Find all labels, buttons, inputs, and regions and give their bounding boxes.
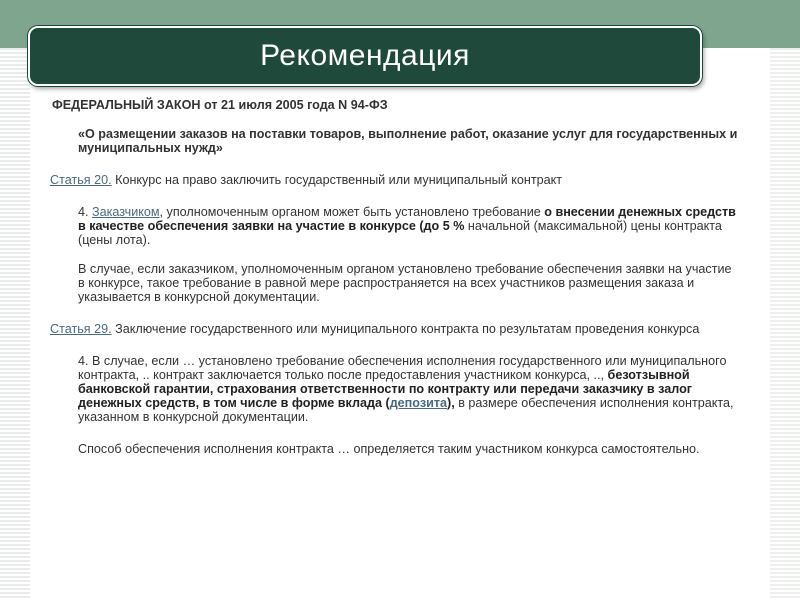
article-20-paragraph-2: В случае, если заказчиком, уполномоченным органом установлено требование обеспечения заявки на участие в конкурсе, такое требование в равной мере распространяется на всех участников размещения заказа и указывается в конкурсной документации.: [78, 262, 732, 304]
article-29-title: Заключение государственного или муниципального контракта по результатам проведения конкурса: [111, 322, 700, 336]
article-29-paragraph-1: 4. В случае, если … установлено требование обеспечения исполнения государственного или муниципального контракта, .. контракт заключается только после предоставления участником конкурса, .., безотзывной банковской гарантии, страхования ответственности по контракту или передачи заказчику в залог денежных средств, в том числе в форме вклада (депозита), в размере обеспечения исполнения контракта, указанном в конкурсной документации.: [78, 354, 734, 424]
customer-link[interactable]: Заказчиком: [92, 205, 160, 219]
article-20-link[interactable]: Статья 20.: [50, 173, 112, 187]
slide-title: Рекомендация: [260, 39, 470, 72]
law-title: ФЕДЕРАЛЬНЫЙ ЗАКОН от 21 июля 2005 года N 94-ФЗ: [52, 98, 388, 112]
law-name: «О размещении заказов на поставки товаров, выполнение работ, оказание услуг для государственных и муниципальных нужд»: [78, 127, 738, 155]
article-20-title: Конкурс на право заключить государственный или муниципальный контракт: [111, 173, 563, 187]
right-stripe-decoration: [770, 48, 800, 600]
article-29-paragraph-2: Способ обеспечения исполнения контракта … определяется таким участником конкурса самостоятельно.: [78, 442, 700, 456]
deposit-link[interactable]: депозита: [389, 396, 447, 410]
title-banner: [28, 26, 702, 86]
article-29-heading: [50, 322, 740, 336]
slide-body: [50, 98, 740, 456]
left-stripe-decoration: [0, 48, 30, 600]
article-20-paragraph-1: 4. Заказчиком, уполномоченным органом может быть установлено требование о внесении денежных средств в качестве обеспечения заявки на участие в конкурсе (до 5 % начальной (максимальной) цены контракта (цены лота).: [78, 205, 736, 247]
article-29-link[interactable]: Статья 29.: [50, 322, 112, 336]
article-20-heading: [50, 173, 740, 187]
